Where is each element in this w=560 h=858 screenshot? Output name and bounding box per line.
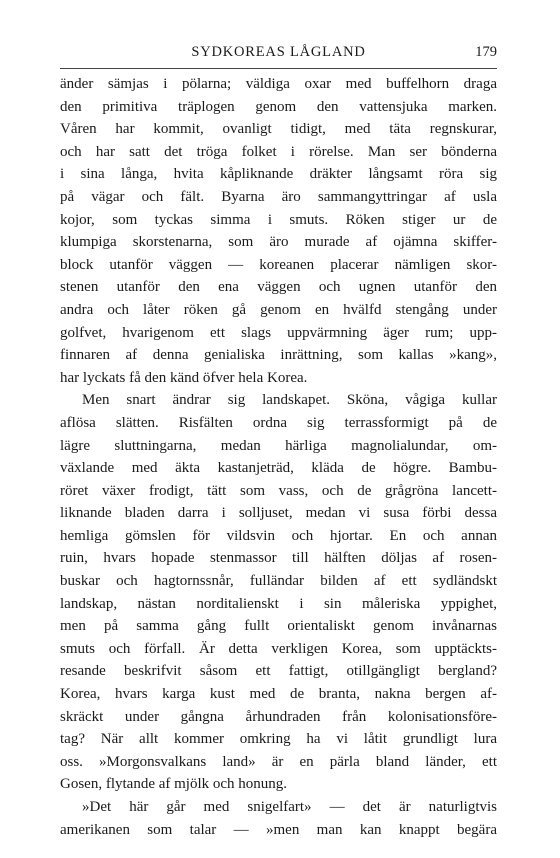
body-text — [60, 73, 497, 841]
text-line: liknande bladen darra i solljuset, medan vi susa förbi dessa — [60, 505, 497, 522]
paragraph-start-line: Men snart ändrar sig landskapet. Sköna, vågiga kullar — [82, 392, 497, 409]
page-number: 179 — [475, 44, 497, 60]
text-line: växlande med äkta kastanjeträd, kläda de högre. Bambu- — [60, 460, 497, 477]
text-line: i sina långa, hvita kåpliknande dräkter långsamt röra sig — [60, 166, 497, 183]
paragraph-end-line: har lyckats få den känd öfver hela Korea. — [60, 369, 308, 386]
text-line: resande beskrifvit såsom ett fattigt, otillgängligt bergland? — [60, 663, 497, 680]
text-line: stenen utanför den ena väggen och ugnen utanför den — [60, 279, 497, 296]
text-line: Korea, hvars karga kust med de branta, nakna bergen af- — [60, 686, 497, 703]
text-line: block utanför väggen — koreanen placerar nämligen skor- — [60, 256, 497, 273]
running-title: SYDKOREAS LÅGLAND — [191, 44, 366, 60]
paragraph-end-line: Gosen, flytande af mjölk och honung. — [60, 776, 288, 793]
text-line: tag? När allt kommer omkring ha vi låtit grundligt lura — [60, 731, 497, 748]
text-line: amerikanen som talar — »men man kan knappt begära — [60, 821, 497, 838]
text-line: andra och låter röken gå genom en hvälfd stengång under — [60, 301, 497, 318]
text-line: hemliga gömslen för vildsvin och hjortar. En och annan — [60, 527, 497, 544]
text-line: skräckt under gångna århundraden från kolonisationsföre- — [60, 708, 497, 725]
text-line: buskar och hagtornssnår, fulländar bilden af ett sydländskt — [60, 573, 497, 590]
text-line: röret växer frodigt, tätt som vass, och de grågröna lancett- — [60, 482, 497, 499]
text-line: och har satt det tröga folket i rörelse. Man ser bönderna — [60, 143, 497, 160]
text-line: golfvet, hvarigenom ett slags uppvärmning äger rum; upp- — [60, 324, 497, 341]
text-line: Våren har kommit, ovanligt tidigt, med täta regnskurar, — [60, 121, 497, 138]
text-line: men på samma gång fullt orientaliskt genom invånarnas — [60, 618, 497, 635]
header-rule — [60, 68, 497, 69]
text-line: lägre sluttningarna, medan härliga magnolialundar, om- — [60, 437, 497, 454]
paragraph-start-line: »Det här går med snigelfart» — det är naturligtvis — [82, 799, 497, 815]
text-line: landskap, nästan norditalienskt i sin måleriska yppighet, — [60, 595, 497, 612]
text-line: aflösa slätten. Risfälten ordna sig terrassformigt på de — [60, 414, 497, 431]
text-line: den primitiva träplogen genom den vattensjuka marken. — [60, 98, 497, 115]
text-line: änder sämjas i pölarna; väldiga oxar med buffelhorn draga — [60, 76, 497, 92]
text-line: smuts och förfall. Är detta verkligen Korea, som upptäckts- — [60, 640, 497, 657]
text-line: oss. »Morgonsvalkans land» är en pärla bland länder, ett — [60, 753, 497, 770]
text-line: finnaren af denna genialiska inrättning, som kallas »kang», — [60, 347, 497, 364]
running-head — [60, 44, 497, 68]
text-line: på vägar och fält. Byarna äro sammangyttringar af usla — [60, 188, 497, 205]
text-line: kojor, som tyckas simma i smuts. Röken stiger ur de — [60, 211, 497, 228]
text-line: klumpiga skorstenarna, som äro murade af ojämna skiffer- — [60, 234, 497, 251]
text-line: ruin, hvars hopade stenmassor till hälften döljas af rosen- — [60, 550, 497, 567]
